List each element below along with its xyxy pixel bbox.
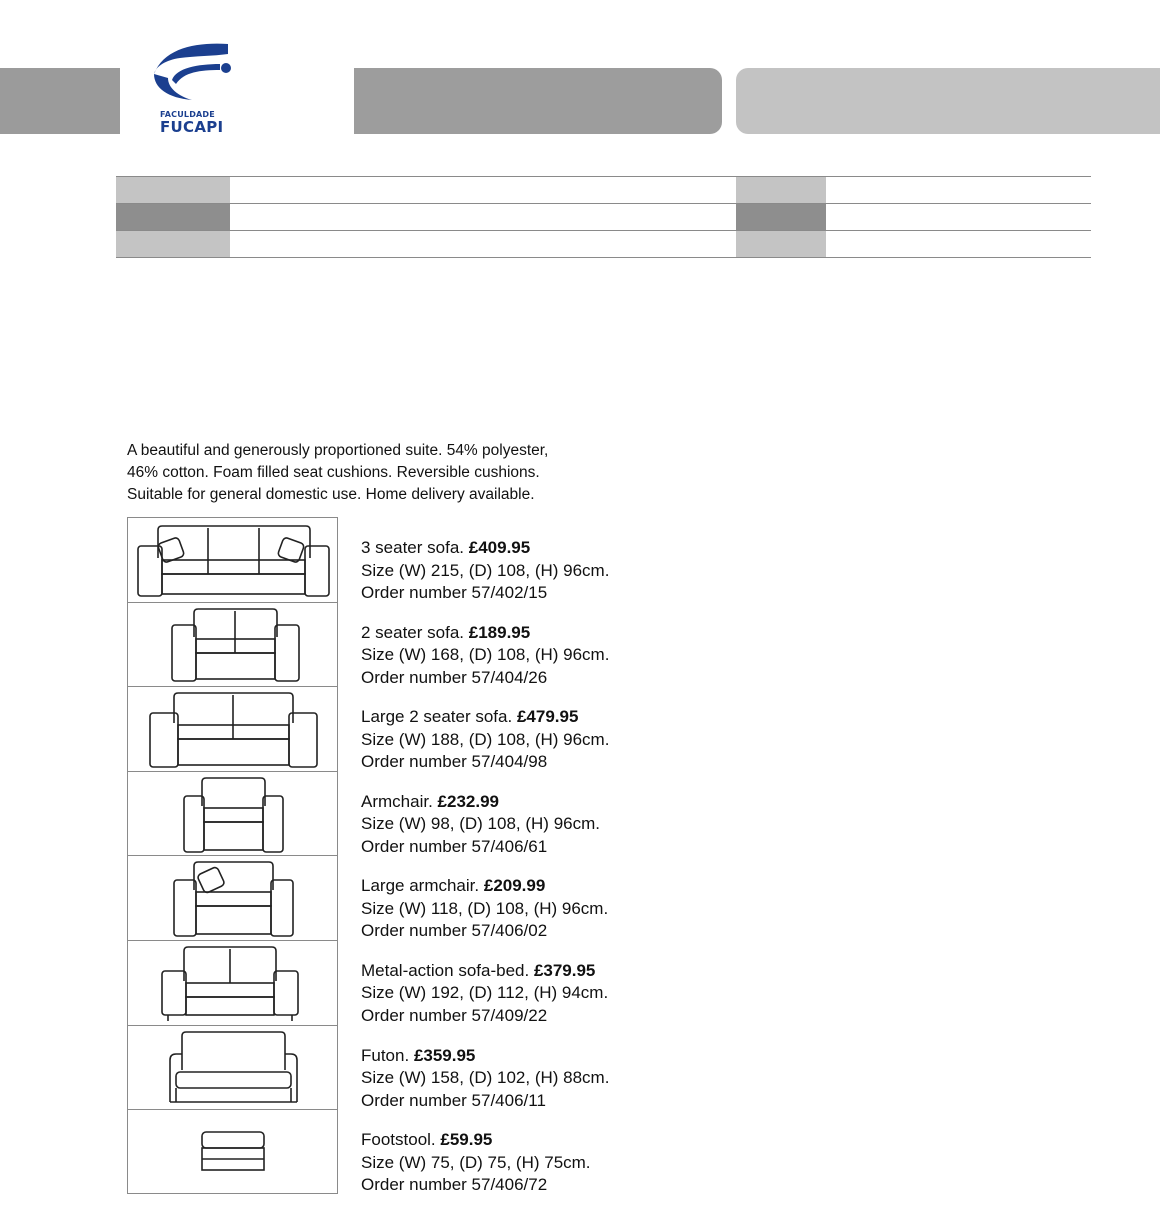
fucapi-logo	[140, 40, 240, 136]
product-info	[361, 1045, 609, 1113]
header-band-middle	[354, 68, 722, 134]
header-label-cell	[116, 204, 230, 230]
product-name: 2 seater sofa.	[361, 622, 465, 642]
product-name: Large 2 seater sofa.	[361, 707, 513, 727]
product-picture-cell	[127, 517, 338, 602]
description-line: 46% cotton. Foam filled seat cushions. Reversible cushions.	[127, 464, 540, 481]
product-order-number: Order number 57/409/22	[361, 1005, 548, 1025]
product-title-line	[361, 791, 600, 814]
header-label-cell	[736, 177, 826, 203]
large-two-seater-sofa-icon	[128, 687, 339, 772]
header-info-table	[116, 176, 1091, 258]
product-title-line	[361, 537, 609, 560]
product-row	[127, 1109, 687, 1194]
header-value-cell	[826, 177, 1091, 203]
product-picture-cell	[127, 1109, 338, 1194]
header-value-cell	[230, 231, 736, 257]
product-title-line	[361, 960, 608, 983]
product-info	[361, 706, 609, 774]
product-price: £59.95	[440, 1130, 493, 1150]
description-line: Suitable for general domestic use. Home delivery available.	[127, 486, 535, 503]
product-size: Size (W) 168, (D) 108, (H) 96cm.	[361, 645, 610, 665]
product-price: £209.99	[483, 876, 546, 896]
product-title-line	[361, 706, 609, 729]
three-seater-sofa-icon	[128, 518, 339, 603]
header-label-cell	[736, 231, 826, 257]
product-info	[361, 1129, 591, 1197]
header-label-cell	[116, 177, 230, 203]
product-info	[361, 537, 609, 605]
product-order-number: Order number 57/404/26	[361, 667, 548, 687]
description-line: A beautiful and generously proportioned suite. 54% polyester,	[127, 442, 549, 459]
header-value-cell	[230, 177, 736, 203]
header-value-cell	[826, 204, 1091, 230]
product-row	[127, 602, 687, 687]
product-size: Size (W) 192, (D) 112, (H) 94cm.	[361, 983, 609, 1003]
armchair-icon	[128, 772, 339, 857]
product-price: £379.95	[533, 960, 596, 980]
product-picture-cell	[127, 940, 338, 1025]
footstool-icon	[128, 1110, 339, 1195]
product-name: Footstool.	[361, 1130, 436, 1150]
header-value-cell	[230, 204, 736, 230]
product-picture-cell	[127, 855, 338, 940]
header-label-cell	[116, 231, 230, 257]
header-band-left	[0, 68, 120, 134]
header-band-right	[736, 68, 1160, 134]
product-price: £359.95	[413, 1045, 476, 1065]
product-order-number: Order number 57/406/61	[361, 836, 548, 856]
product-picture-cell	[127, 1025, 338, 1110]
header-label-cell	[736, 204, 826, 230]
product-name: Large armchair.	[361, 876, 480, 896]
product-size: Size (W) 158, (D) 102, (H) 88cm.	[361, 1068, 610, 1088]
header-table-row	[116, 230, 1091, 258]
product-name: Armchair.	[361, 791, 433, 811]
logo-mark-icon	[146, 40, 236, 110]
header-table-row	[116, 176, 1091, 203]
product-row	[127, 771, 687, 856]
product-size: Size (W) 75, (D) 75, (H) 75cm.	[361, 1152, 591, 1172]
product-info	[361, 791, 600, 859]
product-list	[127, 517, 687, 1194]
product-row	[127, 686, 687, 771]
product-title-line	[361, 875, 608, 898]
product-info	[361, 622, 609, 690]
product-info	[361, 875, 608, 943]
product-title-line	[361, 1045, 609, 1068]
product-order-number: Order number 57/402/15	[361, 583, 548, 602]
product-name: Futon.	[361, 1045, 410, 1065]
logo-text-fucapi: FUCAPI	[160, 118, 224, 136]
product-name: Metal-action sofa-bed.	[361, 960, 530, 980]
product-order-number: Order number 57/406/11	[361, 1090, 546, 1110]
product-size: Size (W) 215, (D) 108, (H) 96cm.	[361, 560, 610, 580]
product-price: £232.99	[437, 791, 499, 811]
product-name: 3 seater sofa.	[361, 538, 465, 557]
product-title-line	[361, 622, 609, 645]
product-price: £409.95	[468, 538, 531, 557]
futon-icon	[128, 1026, 339, 1111]
product-order-number: Order number 57/404/98	[361, 752, 548, 772]
logo-text-faculdade: FACULDADE	[160, 110, 215, 119]
header-table-row	[116, 203, 1091, 230]
product-order-number: Order number 57/406/72	[361, 1175, 548, 1195]
product-title-line	[361, 1129, 591, 1152]
product-picture-cell	[127, 602, 338, 687]
product-price: £479.95	[516, 707, 579, 727]
product-description	[127, 440, 667, 506]
product-picture-cell	[127, 686, 338, 771]
product-row	[127, 855, 687, 940]
product-row	[127, 940, 687, 1025]
product-size: Size (W) 98, (D) 108, (H) 96cm.	[361, 814, 600, 834]
product-price: £189.95	[468, 622, 531, 642]
product-size: Size (W) 188, (D) 108, (H) 96cm.	[361, 729, 610, 749]
product-size: Size (W) 118, (D) 108, (H) 96cm.	[361, 898, 609, 918]
product-order-number: Order number 57/406/02	[361, 921, 548, 941]
product-row	[127, 517, 687, 602]
product-picture-cell	[127, 771, 338, 856]
header-value-cell	[826, 231, 1091, 257]
sofa-bed-icon	[128, 941, 339, 1026]
two-seater-sofa-icon	[128, 603, 339, 688]
large-armchair-icon	[128, 856, 339, 941]
product-info	[361, 960, 608, 1028]
product-row	[127, 1025, 687, 1110]
